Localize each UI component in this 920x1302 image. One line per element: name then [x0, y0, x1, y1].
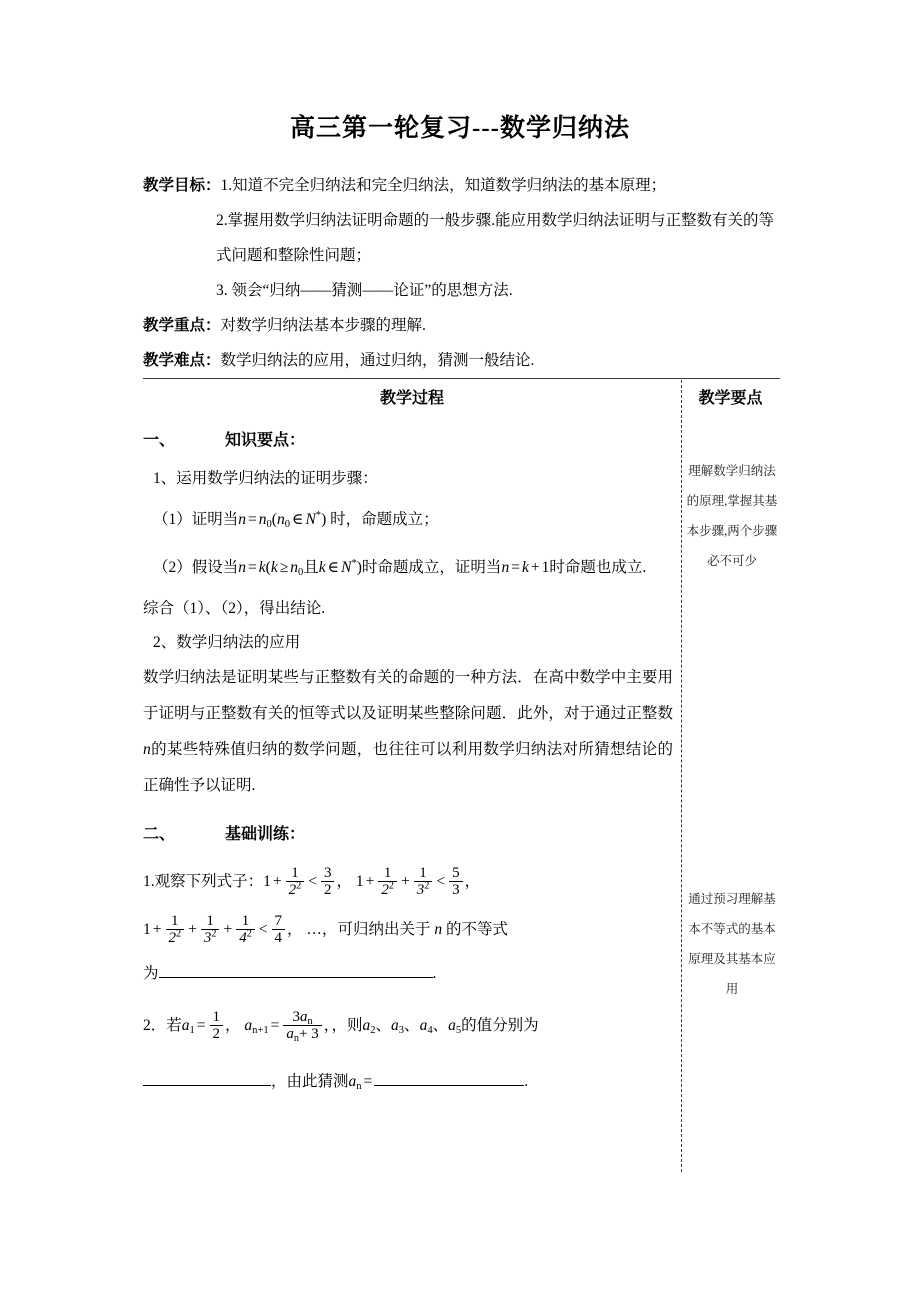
objectives-block: [143, 168, 783, 378]
question-2-term-a2: $a_2$: [362, 1017, 376, 1036]
section-two-heading: [143, 818, 673, 852]
application-paragraph-part2: 的某些特殊值归纳的数学问题，也往往可以利用数学归纳法对所猜想结论的正确性予以证明.: [143, 741, 673, 794]
question-1-variable: n: [434, 921, 443, 938]
question-1-answer-period: .: [432, 965, 437, 982]
question-1-answer-line: [143, 954, 673, 994]
key-point-label: 教学重点：: [143, 317, 221, 334]
page-title: 高三第一轮复习---数学归纳法: [290, 115, 630, 142]
teaching-goal-item-3: 3. 领会“归纳——猜测——论证”的思想方法.: [216, 282, 513, 299]
key-point-text: 对数学归纳法基本步骤的理解.: [220, 317, 426, 334]
question-1-expr-1: 1 + $\frac{1}{2^2}$ < $\frac{3}{2}$: [263, 873, 336, 890]
knowledge-item-1-title: 1、运用数学归纳法的证明步骤：: [153, 470, 378, 487]
question-1-lead: 1.观察下列式子：: [143, 873, 264, 890]
section-two-number: 二、: [143, 826, 176, 843]
teaching-point-note-2: 通过预习理解基本不等式的基本原理及其基本应用: [688, 892, 776, 996]
question-1-answer-blank-b[interactable]: [355, 960, 433, 978]
question-2-guess-pre: ，由此猜测: [271, 1073, 349, 1090]
question-2-guess-term: $a_n$ =: [348, 1073, 373, 1092]
teaching-goal-row: [143, 168, 783, 203]
question-1-tail-post: 的不等式: [445, 921, 508, 938]
question-2-answer-blank-a[interactable]: [143, 1068, 271, 1086]
proof-step-1-suffix: 时，命题成立；: [330, 511, 439, 528]
difficulty-label: 教学难点：: [143, 352, 221, 369]
proof-step-1: [143, 496, 673, 544]
section-one-number: 一、: [143, 432, 176, 449]
key-point-row: [143, 308, 783, 343]
section-one-heading: [143, 424, 673, 458]
table-column-divider: [681, 380, 682, 1172]
question-2-mid: ，则: [331, 1017, 363, 1034]
question-2-sep-2: 、: [404, 1017, 420, 1034]
teaching-process-column: [143, 424, 673, 1106]
table-top-rule: [143, 378, 780, 379]
question-1-line-1: 1.观察下列式子：1 + $\frac{1}{2^2}$ < $\frac{3}{2}$ ， 1 + $\frac{1}{2^2}$ + $\frac{1}{3^2}$ < $\frac{5}{3}$ ，: [143, 864, 481, 899]
question-1-line-2: 1 + $\frac{1}{2^2}$ + $\frac{1}{3^2}$ + $\frac{1}{4^2}$ < $\frac{7}{4}$ ， …，可归纳出关于 n 的不等式: [143, 912, 508, 947]
question-2-recurrence: $a_{n+1}$ = $\frac{3a_n}{a_n+ 3}$: [244, 1017, 323, 1034]
proof-step-2-prefix: （2）假设当: [153, 559, 239, 576]
question-2-answer-line: [143, 1058, 673, 1106]
question-2-answer-blank-b[interactable]: [374, 1068, 524, 1086]
question-2-guess-period: .: [524, 1073, 529, 1090]
proof-step-1-math: $n = n_0(n_0$ ∈ N*): [238, 510, 327, 530]
teaching-goal-label: 教学目标：: [143, 177, 221, 194]
proof-step-2-math-b: n = k + 1: [501, 559, 550, 576]
difficulty-text: 数学归纳法的应用，通过归纳，猜测一般结论.: [220, 352, 535, 369]
question-2-tail: 的值分别为: [461, 1017, 539, 1034]
application-variable: n: [143, 741, 151, 758]
question-2-sep-1: 、: [375, 1017, 392, 1034]
question-2-term-a3: $a_3$: [391, 1017, 405, 1036]
proof-step-2-suffix: 时命题也成立.: [549, 559, 647, 576]
difficulty-row: [143, 343, 783, 378]
application-paragraph: [143, 660, 673, 804]
table-header-points: 教学要点: [698, 390, 763, 407]
teaching-goal-item-1: 1.知道不完全归纳法和完全归纳法，知道数学归纳法的基本原理；: [220, 177, 667, 194]
question-2-comma: ，: [225, 1017, 241, 1034]
proof-conclusion: 综合（1）、（2），得出结论.: [143, 600, 326, 617]
section-two-title: 基础训练：: [225, 826, 306, 843]
question-2-a1: $a_1$ = $\frac{1}{2}$: [182, 1017, 225, 1034]
application-paragraph-part1: 数学归纳法是证明某些与正整数有关的命题的一种方法．在高中数学中主要用于证明与正整数有关的恒等式以及证明某些整除问题．此外，对于通过正整数: [143, 669, 673, 722]
teaching-goal-item-2: 2.掌握用数学归纳法证明命题的一般步骤.能应用数学归纳法证明与正整数有关的等式问题和整除性问题；: [216, 212, 775, 264]
proof-step-2-mid: 时命题成立，证明当: [361, 559, 502, 576]
question-2-lead: 2．若: [143, 1017, 182, 1034]
question-1-expr-3: 1 + $\frac{1}{2^2}$ + $\frac{1}{3^2}$ + $\frac{1}{4^2}$ < $\frac{7}{4}$: [143, 921, 287, 938]
table-header-process: 教学过程: [379, 390, 444, 407]
question-2-term-a5: $a_5$: [448, 1017, 462, 1036]
question-2-term-a4: $a_4$: [419, 1017, 433, 1036]
proof-step-2: [143, 544, 673, 592]
question-1-answer-lead: 为: [143, 965, 159, 982]
question-2-sep-3: 、: [432, 1017, 449, 1034]
section-one-title: 知识要点：: [225, 432, 306, 449]
question-1-tail-pre: 可归纳出关于: [337, 921, 431, 938]
knowledge-item-2-title: 2、数学归纳法的应用: [153, 634, 301, 651]
question-1-expr-2: 1 + $\frac{1}{2^2}$ + $\frac{1}{3^2}$ < $\frac{5}{3}$: [356, 873, 465, 890]
question-2-line-1: 2．若$a_1$ = $\frac{1}{2}$ ， $a_{n+1}$ = $\frac{3a_n}{a_n+ 3}$ ，，则$a_2$、$a_3$、$a_4$、$a_5$的值分别为: [143, 1008, 539, 1044]
proof-step-1-prefix: （1）证明当: [153, 511, 239, 528]
proof-step-2-math-a: $n = k(k \ge n_0$且k ∈ N*): [238, 558, 362, 578]
question-1-ellipsis: …，: [306, 921, 338, 938]
teaching-point-note-1: 理解数学归纳法的原理,掌握其基本步骤,两个步骤必不可少: [686, 464, 778, 568]
question-1-answer-blank-a[interactable]: [159, 960, 355, 978]
